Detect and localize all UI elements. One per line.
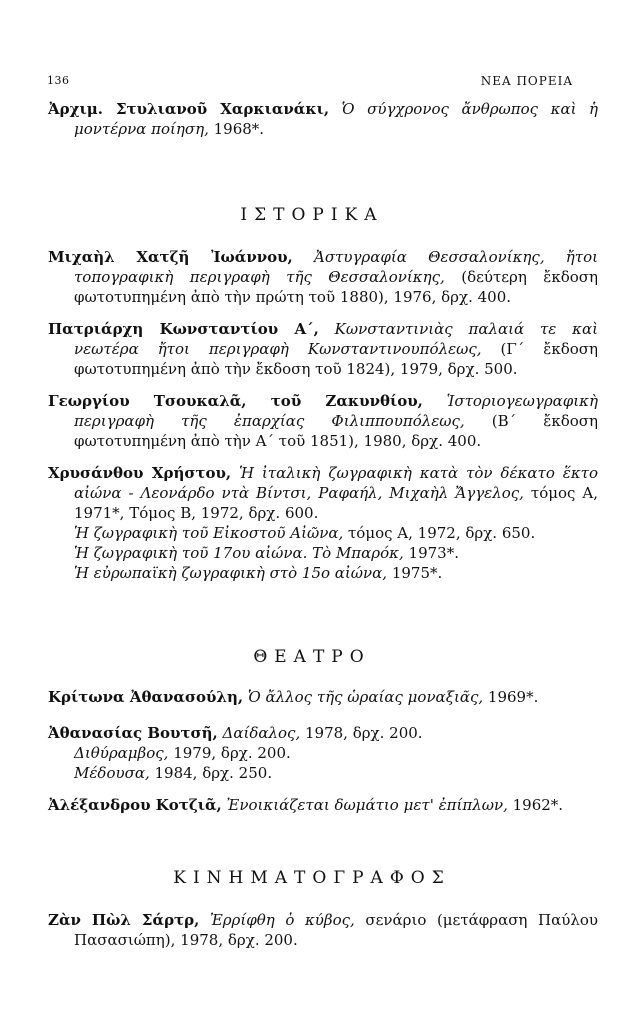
entry-title: Ἡ ζωγραφικὴ τοῦ 17ου αἰώνα. Τὸ Μπαρόκ, bbox=[74, 544, 404, 562]
bib-subentry bbox=[74, 743, 598, 763]
entry-author: Χρυσάνθου Χρήστου, bbox=[48, 464, 232, 482]
bib-entry bbox=[48, 723, 598, 783]
entry-title: Ἱστοριογεωγραφικὴ περιγραφὴ τῆς ἐπαρχίας Φιλιππουπόλεως, bbox=[74, 392, 598, 430]
intro-entry bbox=[48, 99, 598, 139]
bib-entry bbox=[48, 910, 598, 950]
bib-subentry bbox=[74, 543, 598, 563]
entry-author: Ἀρχιμ. Στυλιανοῦ Χαρκιανάκι, bbox=[48, 100, 330, 118]
page-header bbox=[0, 74, 624, 92]
entry-info: 1979, δρχ. 200. bbox=[168, 744, 291, 762]
entry-info: 1969*. bbox=[483, 688, 539, 706]
entry-info: 1978, δρχ. 200. bbox=[300, 724, 423, 742]
bib-entry bbox=[48, 687, 598, 707]
section-heading-istorika: ΙΣΤΟΡΙΚΑ bbox=[240, 205, 384, 225]
entry-info: τόμος Α, 1972, δρχ. 650. bbox=[343, 524, 536, 542]
bib-subentry bbox=[74, 763, 598, 783]
section-heading-kinimatografos: ΚΙΝΗΜΑΤΟΓΡΑΦΟΣ bbox=[173, 868, 451, 888]
bib-subentry bbox=[74, 563, 598, 583]
entry-author: Πατριάρχη Κωνσταντίου Α΄, bbox=[48, 320, 319, 338]
entry-info: 1984, δρχ. 250. bbox=[149, 764, 273, 782]
entry-title: Ἀστυγραφία Θεσσαλονίκης, ἤτοι τοπογραφικὴ περιγραφὴ τῆς Θεσσαλονίκης, bbox=[74, 248, 598, 286]
bib-entry bbox=[48, 463, 598, 583]
entry-title: Ἡ εὐρωπαϊκὴ ζωγραφικὴ στὸ 15ο αἰώνα, bbox=[74, 564, 388, 582]
entry-info: (δεύτερη ἔκδοση φωτοτυπημένη ἀπὸ τὴν πρώτη τοῦ 1880), 1976, δρχ. 400. bbox=[74, 268, 598, 306]
entry-author: Ἀλέξανδρου Κοτζιᾶ, bbox=[48, 796, 222, 814]
entry-author: Κρίτωνα Ἀθανασούλη, bbox=[48, 688, 244, 706]
entry-title: Κωνσταντινιὰς παλαιά τε καὶ νεωτέρα ἤτοι περιγραφὴ Κωνσταντινουπόλεως, bbox=[74, 320, 598, 358]
bib-entry bbox=[48, 247, 598, 307]
entry-info: τόμος Α, 1971*, Τόμος Β, 1972, δρχ. 600. bbox=[74, 484, 598, 522]
entry-info: (Γ΄ ἔκδοση φωτοτυπημένη ἀπὸ τὴν ἔκδοση τοῦ 1824), 1979, δρχ. 500. bbox=[74, 340, 598, 378]
entry-title: Δαίδαλος, bbox=[217, 724, 301, 742]
bib-entry bbox=[48, 795, 598, 815]
entry-author: Γεωργίου Τσουκαλᾶ, τοῦ Ζακυνθίου, bbox=[48, 392, 423, 410]
entry-title: Διθύραμβος, bbox=[74, 744, 169, 762]
entry-info: 1968*. bbox=[208, 120, 265, 138]
bib-entry bbox=[48, 391, 598, 451]
entry-info: 1975*. bbox=[387, 564, 443, 582]
entry-info: 1973*. bbox=[403, 544, 459, 562]
entry-title: Ἐνοικιάζεται δωμάτιο μετ' ἐπίπλων, bbox=[221, 796, 508, 814]
entry-info: (Β΄ ἔκδοση φωτοτυπημένη ἀπὸ τὴν Α΄ τοῦ 1851), 1980, δρχ. 400. bbox=[74, 412, 599, 450]
running-title: ΝΕΑ ΠΟΡΕΙΑ bbox=[480, 74, 573, 88]
bib-subentry bbox=[74, 523, 598, 543]
entry-title: Ἡ ἰταλικὴ ζωγραφικὴ κατὰ τὸν δέκατο ἕκτο αἰώνα - Λεονάρδο ντὰ Βίντσι, Ραφαήλ, Μιχαὴλ Ἄγγελος, bbox=[74, 464, 598, 502]
section-heading-theatro: ΘΕΑΤΡΟ bbox=[253, 647, 371, 667]
entry-author: Ἀθανασίας Βουτσῆ, bbox=[48, 724, 218, 742]
entry-title: Ἐρρίφθη ὁ κύβος, bbox=[199, 911, 355, 929]
bib-entry bbox=[48, 319, 598, 379]
entry-author: Μιχαὴλ Χατζῆ Ἰωάννου, bbox=[48, 248, 293, 266]
entry-title: Μέδουσα, bbox=[74, 764, 150, 782]
entry-info: σενάριο (μετάφραση Παύλου Πασασιώπη), 1978, δρχ. 200. bbox=[74, 911, 598, 949]
entry-title: Ὁ ἄλλος τῆς ὡραίας μοναξιᾶς, bbox=[243, 688, 484, 706]
page-number: 136 bbox=[47, 74, 70, 87]
entry-author: Ζὰν Πὼλ Σάρτρ, bbox=[48, 911, 200, 929]
entry-info: 1962*. bbox=[507, 796, 564, 814]
entry-title: Ὁ σύγχρονος ἄνθρωπος καὶ ἡ μοντέρνα ποίηση, bbox=[74, 100, 598, 138]
entry-title: Ἡ ζωγραφικὴ τοῦ Εἰκοστοῦ Αἰῶνα, bbox=[74, 524, 344, 542]
